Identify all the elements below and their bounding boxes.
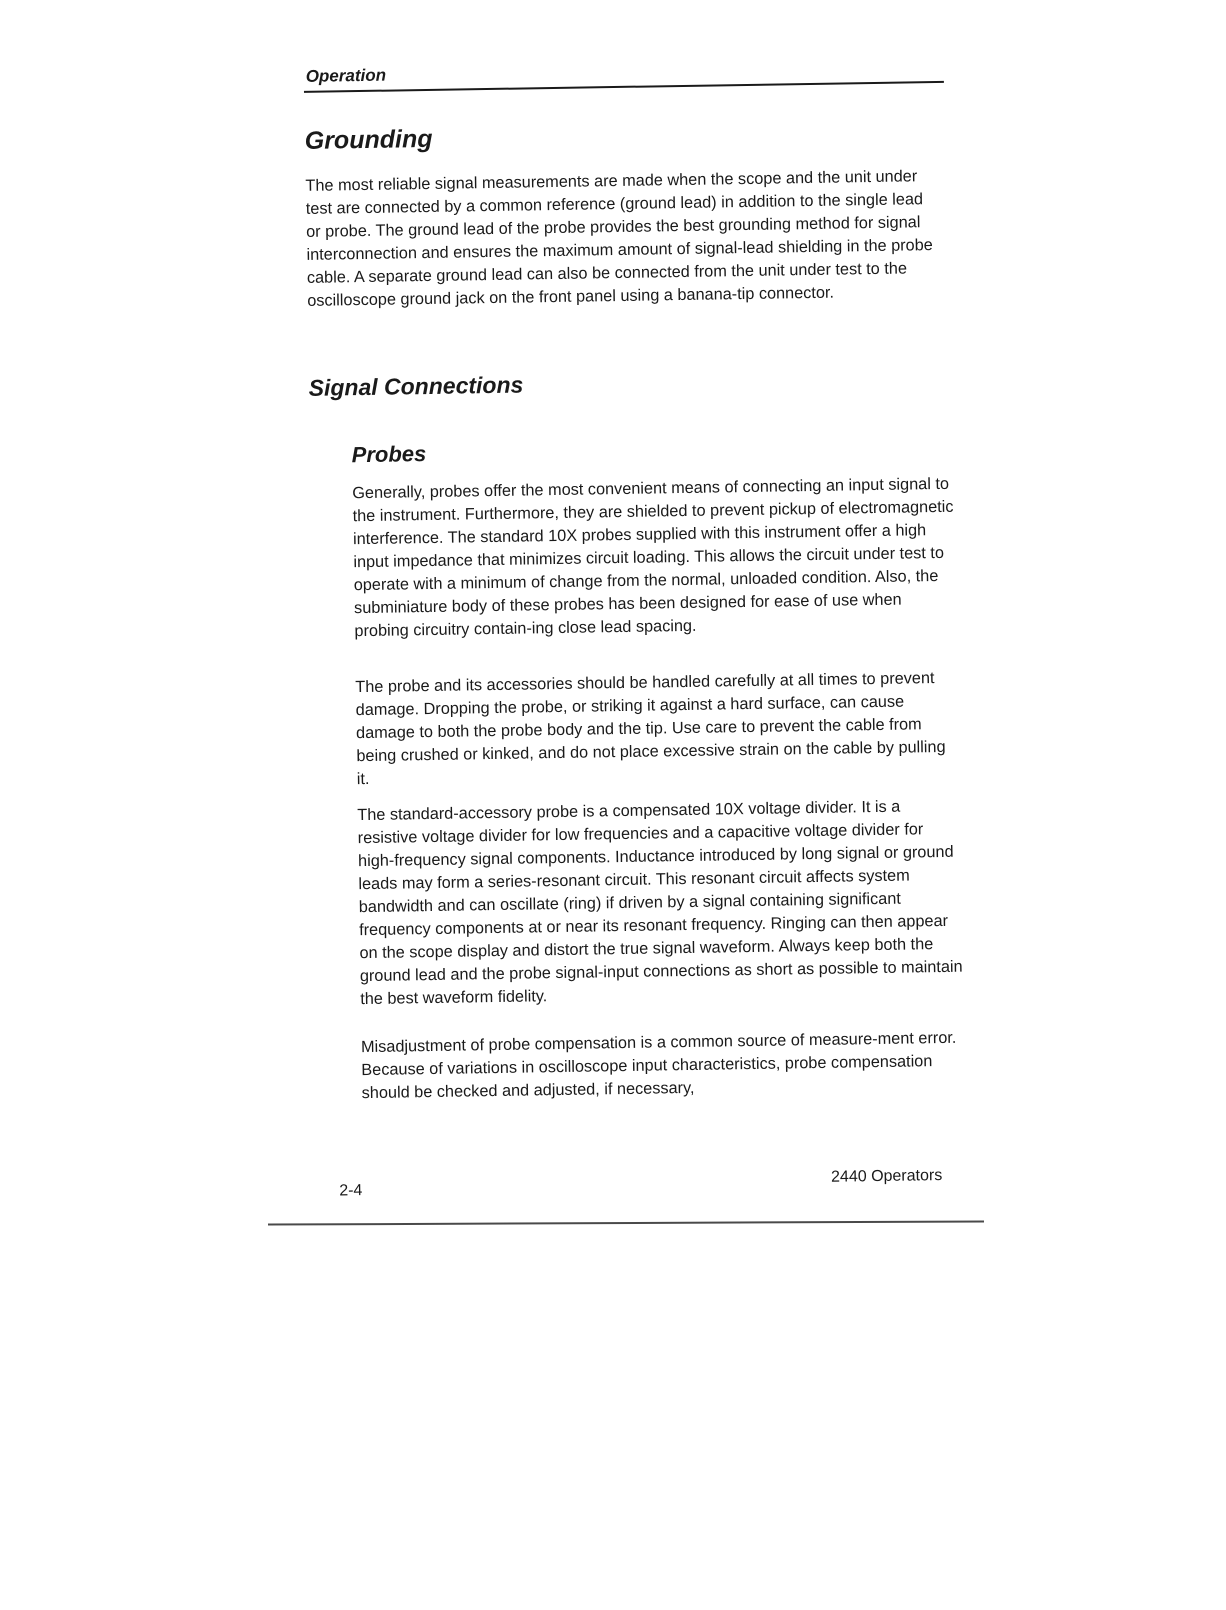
heading-signal-connections: Signal Connections [308,371,524,401]
running-header [304,55,944,93]
paragraph-probes-1: Generally, probes offer the most convenient means of connecting an input signal to the instrument. Furthermore, they are shielded to prevent pickup of electromagnetic interference. The standard 10X probes supplied with this instrument offer a high input impedance that minimizes circuit loading. This allows the circuit under test to operate with a minimum of change from the normal, unloaded condition. Also, the subminiature body of these probes has been designed for ease of use when probing circuitry contain-ing close lead spacing. [352,474,954,641]
paragraph-grounding: The most reliable signal measurements are made when the scope and the unit under test are connected by a common reference (ground lead) in addition to the single lead or probe. The ground lead of the probe provides the best grounding method for signal interconnection and ensures the maximum amount of signal-lead shielding in the probe cable. A separate ground lead can also be connected from the unit under test to the oscilloscope ground jack on the front panel using a banana-tip connector. [305,167,933,310]
footer-manual-title: 2440 Operators [830,1167,943,1186]
paragraph-probes-2: The probe and its accessories should be handled carefully at all times to prevent damage. Dropping the probe, or striking it against a hard surface, can cause damage to both the probe body and the tip. Use care to prevent the cable from being crushed or kinked, and do not place excessive strain on the cable by pulling it. [355,669,946,789]
paragraph-probes-4: Misadjustment of probe compensation is a common source of measure-ment error. Because of variations in oscilloscope input characteristics, probe compensation should be checked and adjusted, if necessary, [360,1028,957,1103]
paragraph-probes-3: The standard-accessory probe is a compensated 10X voltage divider. It is a resistive voltage divider for low frequencies and a capacitive voltage divider for high-frequency signal components. Inductance introduced by long signal or ground leads may form a series-resonant circuit. This resonant circuit affects system bandwidth and can oscillate (ring) if driven by a signal containing significant frequency components at or near its resonant frequency. Ringing can then appear on the scope display and distort the true signal waveform. Always keep both the ground lead and the probe signal-input connections as short as possible to maintain the best waveform fidelity. [357,797,963,1009]
page-number: 2-4 [339,1182,363,1200]
running-header-title: Operation [305,65,387,86]
heading-probes: Probes [351,441,427,468]
heading-grounding: Grounding [304,124,433,155]
